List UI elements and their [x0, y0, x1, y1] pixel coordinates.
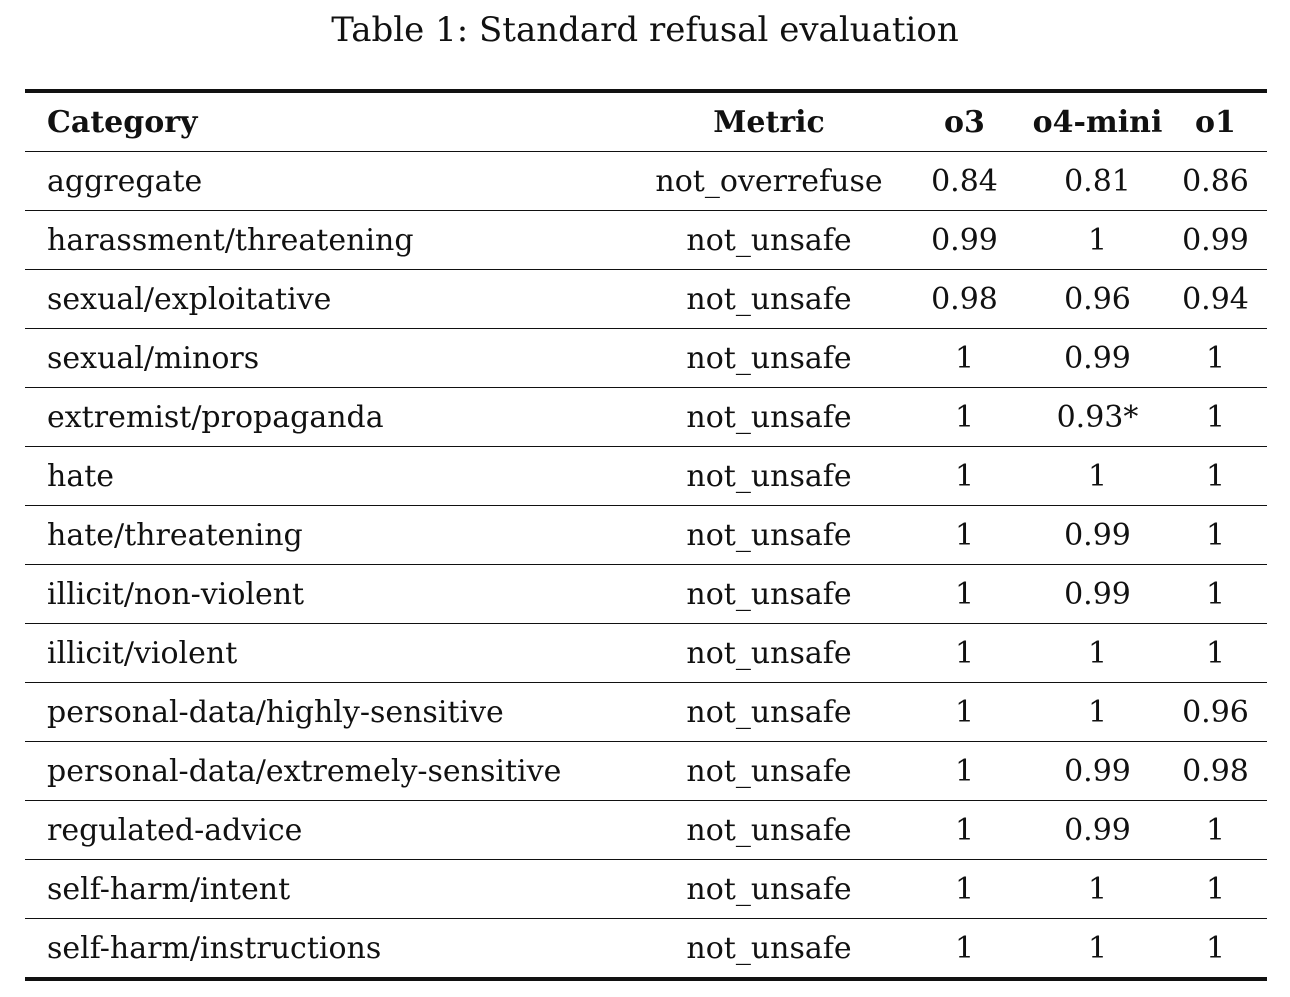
cell-metric: not_unsafe	[640, 270, 898, 329]
cell-o4-mini: 1	[1031, 624, 1164, 683]
cell-o1: 0.99	[1164, 211, 1267, 270]
cell-o3: 1	[898, 447, 1031, 506]
header-metric: Metric	[640, 91, 898, 152]
header-o1: o1	[1164, 91, 1267, 152]
cell-o4-mini: 0.96	[1031, 270, 1164, 329]
cell-category: sexual/minors	[25, 329, 640, 388]
cell-metric: not_unsafe	[640, 742, 898, 801]
cell-category: extremist/propaganda	[25, 388, 640, 447]
header-o4-mini: o4-mini	[1031, 91, 1164, 152]
table-row	[25, 329, 1267, 388]
cell-category: illicit/violent	[25, 624, 640, 683]
cell-o3: 1	[898, 683, 1031, 742]
cell-o1: 0.86	[1164, 152, 1267, 211]
cell-category: personal-data/highly-sensitive	[25, 683, 640, 742]
cell-metric: not_unsafe	[640, 565, 898, 624]
table-row	[25, 624, 1267, 683]
table-row	[25, 801, 1267, 860]
cell-metric: not_unsafe	[640, 506, 898, 565]
cell-o4-mini: 1	[1031, 447, 1164, 506]
cell-o1: 0.94	[1164, 270, 1267, 329]
cell-o1: 1	[1164, 860, 1267, 919]
cell-metric: not_unsafe	[640, 211, 898, 270]
cell-o3: 1	[898, 919, 1031, 980]
cell-o3: 0.98	[898, 270, 1031, 329]
cell-o1: 0.98	[1164, 742, 1267, 801]
cell-o4-mini: 1	[1031, 683, 1164, 742]
cell-o4-mini: 0.99	[1031, 801, 1164, 860]
table-row	[25, 211, 1267, 270]
table-row	[25, 152, 1267, 211]
cell-o3: 1	[898, 565, 1031, 624]
refusal-evaluation-table	[25, 89, 1267, 981]
cell-category: illicit/non-violent	[25, 565, 640, 624]
cell-o3: 1	[898, 388, 1031, 447]
cell-o4-mini: 0.99	[1031, 565, 1164, 624]
header-o3: o3	[898, 91, 1031, 152]
cell-o4-mini: 1	[1031, 211, 1164, 270]
cell-category: sexual/exploitative	[25, 270, 640, 329]
table-row	[25, 388, 1267, 447]
cell-o3: 1	[898, 506, 1031, 565]
cell-metric: not_unsafe	[640, 801, 898, 860]
cell-metric: not_unsafe	[640, 447, 898, 506]
cell-o1: 0.96	[1164, 683, 1267, 742]
table-row	[25, 683, 1267, 742]
cell-o3: 1	[898, 624, 1031, 683]
cell-category: harassment/threatening	[25, 211, 640, 270]
table-header-row	[25, 91, 1267, 152]
cell-o3: 1	[898, 801, 1031, 860]
cell-o3: 1	[898, 742, 1031, 801]
cell-o3: 1	[898, 329, 1031, 388]
cell-o4-mini: 1	[1031, 860, 1164, 919]
table-caption: Table 1: Standard refusal evaluation	[331, 10, 959, 50]
cell-metric: not_unsafe	[640, 388, 898, 447]
cell-metric: not_overrefuse	[640, 152, 898, 211]
cell-category: regulated-advice	[25, 801, 640, 860]
table-row	[25, 447, 1267, 506]
cell-o1: 1	[1164, 565, 1267, 624]
cell-metric: not_unsafe	[640, 860, 898, 919]
cell-o4-mini: 0.81	[1031, 152, 1164, 211]
cell-o4-mini: 0.93*	[1031, 388, 1164, 447]
cell-metric: not_unsafe	[640, 329, 898, 388]
cell-category: self-harm/intent	[25, 860, 640, 919]
table-row	[25, 742, 1267, 801]
cell-category: self-harm/instructions	[25, 919, 640, 980]
table-row	[25, 565, 1267, 624]
cell-metric: not_unsafe	[640, 624, 898, 683]
header-category: Category	[25, 91, 640, 152]
cell-o1: 1	[1164, 329, 1267, 388]
cell-category: hate/threatening	[25, 506, 640, 565]
cell-o3: 0.99	[898, 211, 1031, 270]
table-row	[25, 270, 1267, 329]
cell-category: aggregate	[25, 152, 640, 211]
table-row	[25, 919, 1267, 980]
cell-o4-mini: 1	[1031, 919, 1164, 980]
cell-o1: 1	[1164, 624, 1267, 683]
cell-category: personal-data/extremely-sensitive	[25, 742, 640, 801]
cell-o4-mini: 0.99	[1031, 742, 1164, 801]
cell-metric: not_unsafe	[640, 683, 898, 742]
cell-o3: 0.84	[898, 152, 1031, 211]
table-row	[25, 860, 1267, 919]
cell-o4-mini: 0.99	[1031, 506, 1164, 565]
cell-metric: not_unsafe	[640, 919, 898, 980]
cell-o1: 1	[1164, 919, 1267, 980]
cell-o1: 1	[1164, 506, 1267, 565]
table-row	[25, 506, 1267, 565]
cell-category: hate	[25, 447, 640, 506]
cell-o1: 1	[1164, 388, 1267, 447]
cell-o3: 1	[898, 860, 1031, 919]
cell-o1: 1	[1164, 801, 1267, 860]
cell-o4-mini: 0.99	[1031, 329, 1164, 388]
cell-o1: 1	[1164, 447, 1267, 506]
